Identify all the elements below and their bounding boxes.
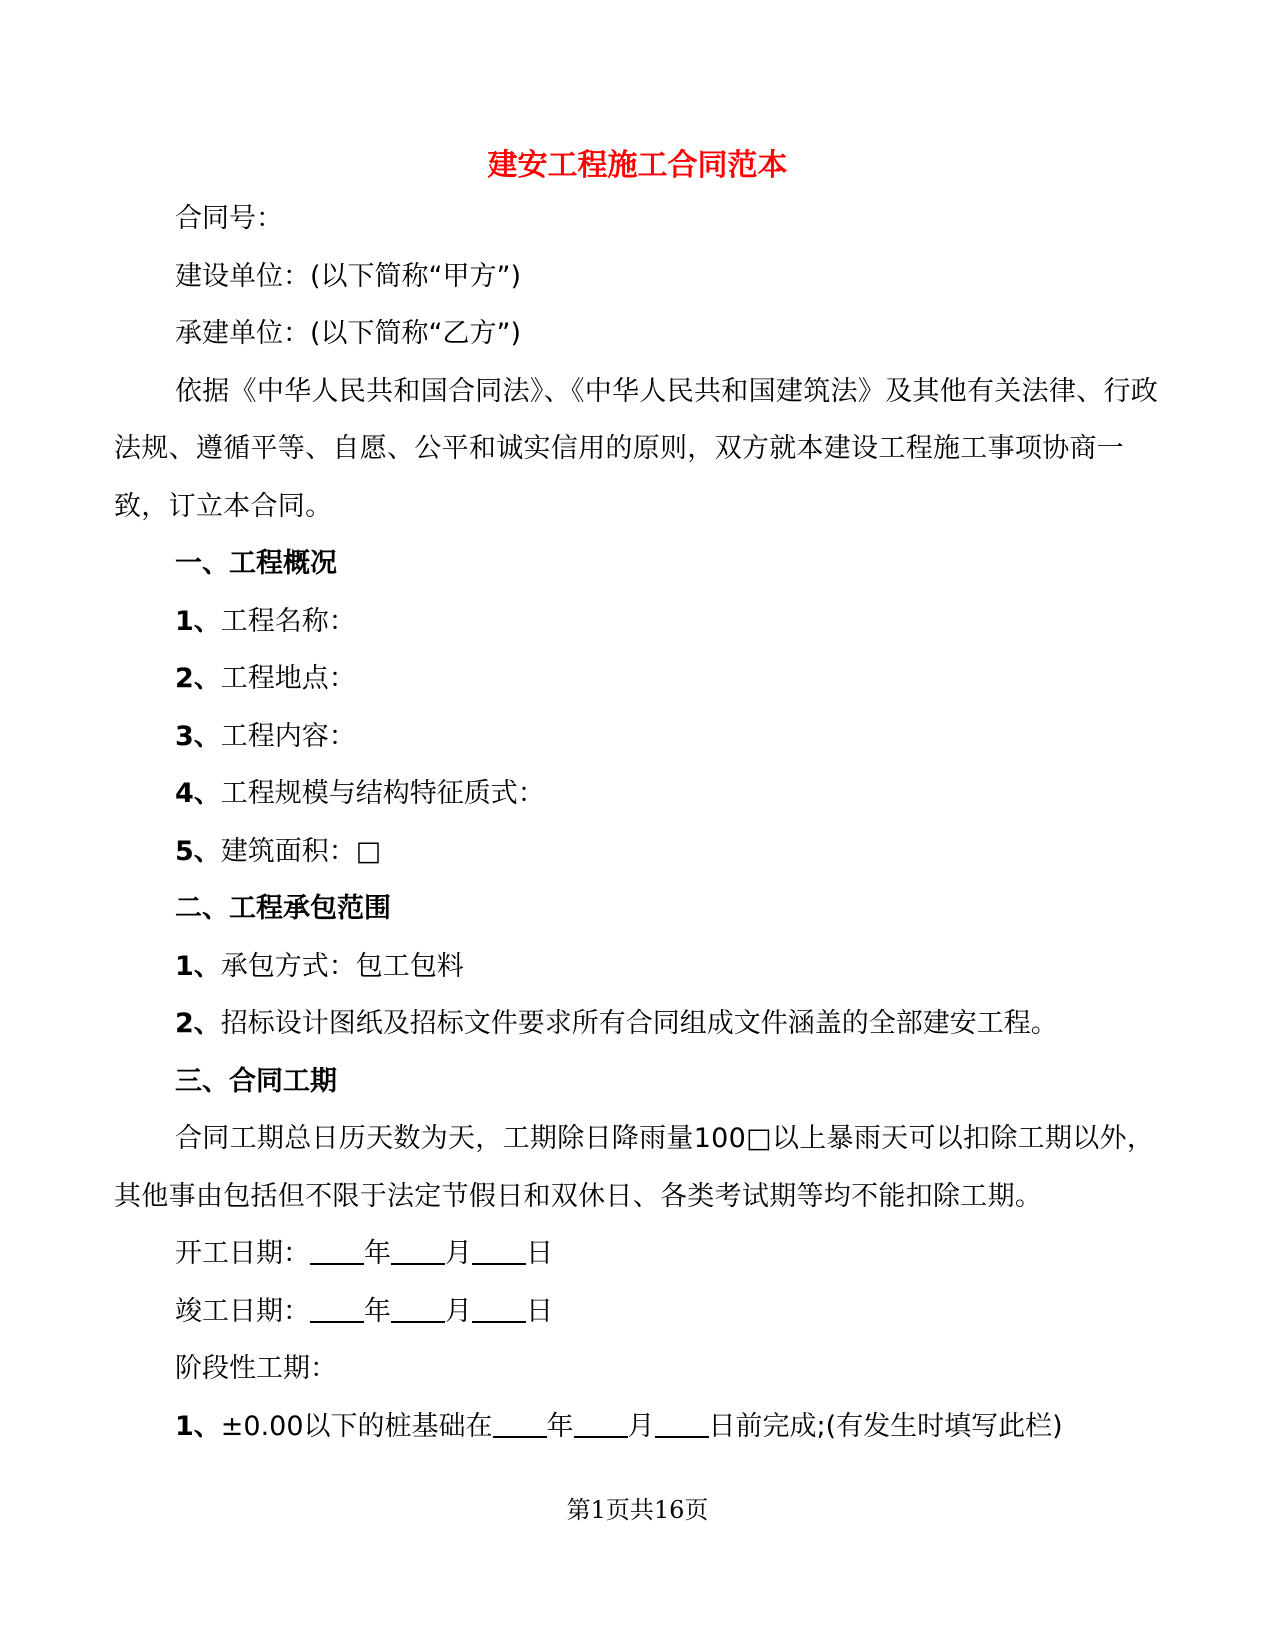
list-item <box>114 708 1164 766</box>
day-label: 日 <box>526 1295 553 1327</box>
month-label: 月 <box>445 1295 472 1327</box>
list-item <box>114 995 1164 1053</box>
year-label: 年 <box>364 1295 391 1327</box>
item-text: 工程规模与结构特征质式： <box>220 778 545 809</box>
item-number: 1、 <box>175 1410 221 1442</box>
year-label: 年 <box>364 1238 391 1269</box>
list-item <box>114 650 1164 708</box>
year-label: 年 <box>546 1410 574 1442</box>
start-date-label: 开工日期： <box>175 1238 310 1269</box>
document-title: 建安工程施工合同范本 <box>487 148 788 183</box>
start-date-line <box>114 1225 1164 1283</box>
party-a: 建设单位：(以下简称“甲方”) <box>175 260 522 292</box>
section-3-heading: 三、合同工期 <box>175 1065 337 1097</box>
end-date-line <box>114 1283 1164 1341</box>
item-number: 1、 <box>175 950 221 982</box>
page-footer: 第1页共16页 <box>566 1496 709 1524</box>
duration-paragraph: 合同工期总日历天数为天，工期除日降雨量100□以上暴雨天可以扣除工期以外，其他事由包括但不限于法定节假日和双休日、各类考试期等均不能扣除工期。 <box>114 1123 1155 1212</box>
month-blank <box>391 1294 445 1323</box>
item-text: 工程内容： <box>220 720 356 752</box>
day-label: 日 <box>526 1238 553 1269</box>
day-blank <box>472 1294 526 1323</box>
day-blank <box>655 1409 709 1438</box>
item-number: 2、 <box>175 663 221 694</box>
item-number: 1、 <box>175 605 221 637</box>
list-item <box>114 938 1164 996</box>
phase-text-end: 日前完成;(有发生时填写此栏) <box>708 1410 1063 1442</box>
item-number: 5、 <box>175 835 221 867</box>
month-label: 月 <box>445 1238 472 1269</box>
list-item <box>114 823 1164 881</box>
contract-number: 合同号： <box>175 203 283 234</box>
month-label: 月 <box>627 1410 655 1442</box>
item-text: 承包方式：包工包料 <box>220 950 464 982</box>
year-blank <box>493 1409 547 1438</box>
intro-paragraph: 依据《中华人民共和国合同法》、《中华人民共和国建筑法》及其他有关法律、行政法规、遵循平等、自愿、公平和诚实信用的原则，双方就本建设工程施工事项协商一致，订立本合同。 <box>114 375 1159 522</box>
item-number: 3、 <box>175 720 221 752</box>
item-number: 2、 <box>175 1008 221 1039</box>
item-text: 工程地点： <box>220 663 356 694</box>
item-text: 建筑面积：□ <box>220 835 382 867</box>
phase-label: 阶段性工期： <box>175 1353 337 1384</box>
item-number: 4、 <box>175 778 221 809</box>
year-blank <box>310 1236 364 1265</box>
phase-text: ±0.00以下的桩基础在 <box>220 1410 493 1442</box>
document-body <box>114 190 1164 1455</box>
phase-item <box>114 1398 1164 1456</box>
month-blank <box>574 1409 628 1438</box>
section-2-heading: 二、工程承包范围 <box>175 893 391 924</box>
end-date-label: 竣工日期： <box>175 1295 310 1327</box>
list-item <box>114 593 1164 651</box>
item-text: 招标设计图纸及招标文件要求所有合同组成文件涵盖的全部建安工程。 <box>220 1008 1058 1039</box>
section-1-heading: 一、工程概况 <box>175 548 337 579</box>
list-item <box>114 765 1164 823</box>
month-blank <box>391 1236 445 1265</box>
year-blank <box>310 1294 364 1323</box>
party-b: 承建单位：(以下简称“乙方”) <box>175 318 522 349</box>
item-text: 工程名称： <box>220 605 356 637</box>
day-blank <box>472 1236 526 1265</box>
